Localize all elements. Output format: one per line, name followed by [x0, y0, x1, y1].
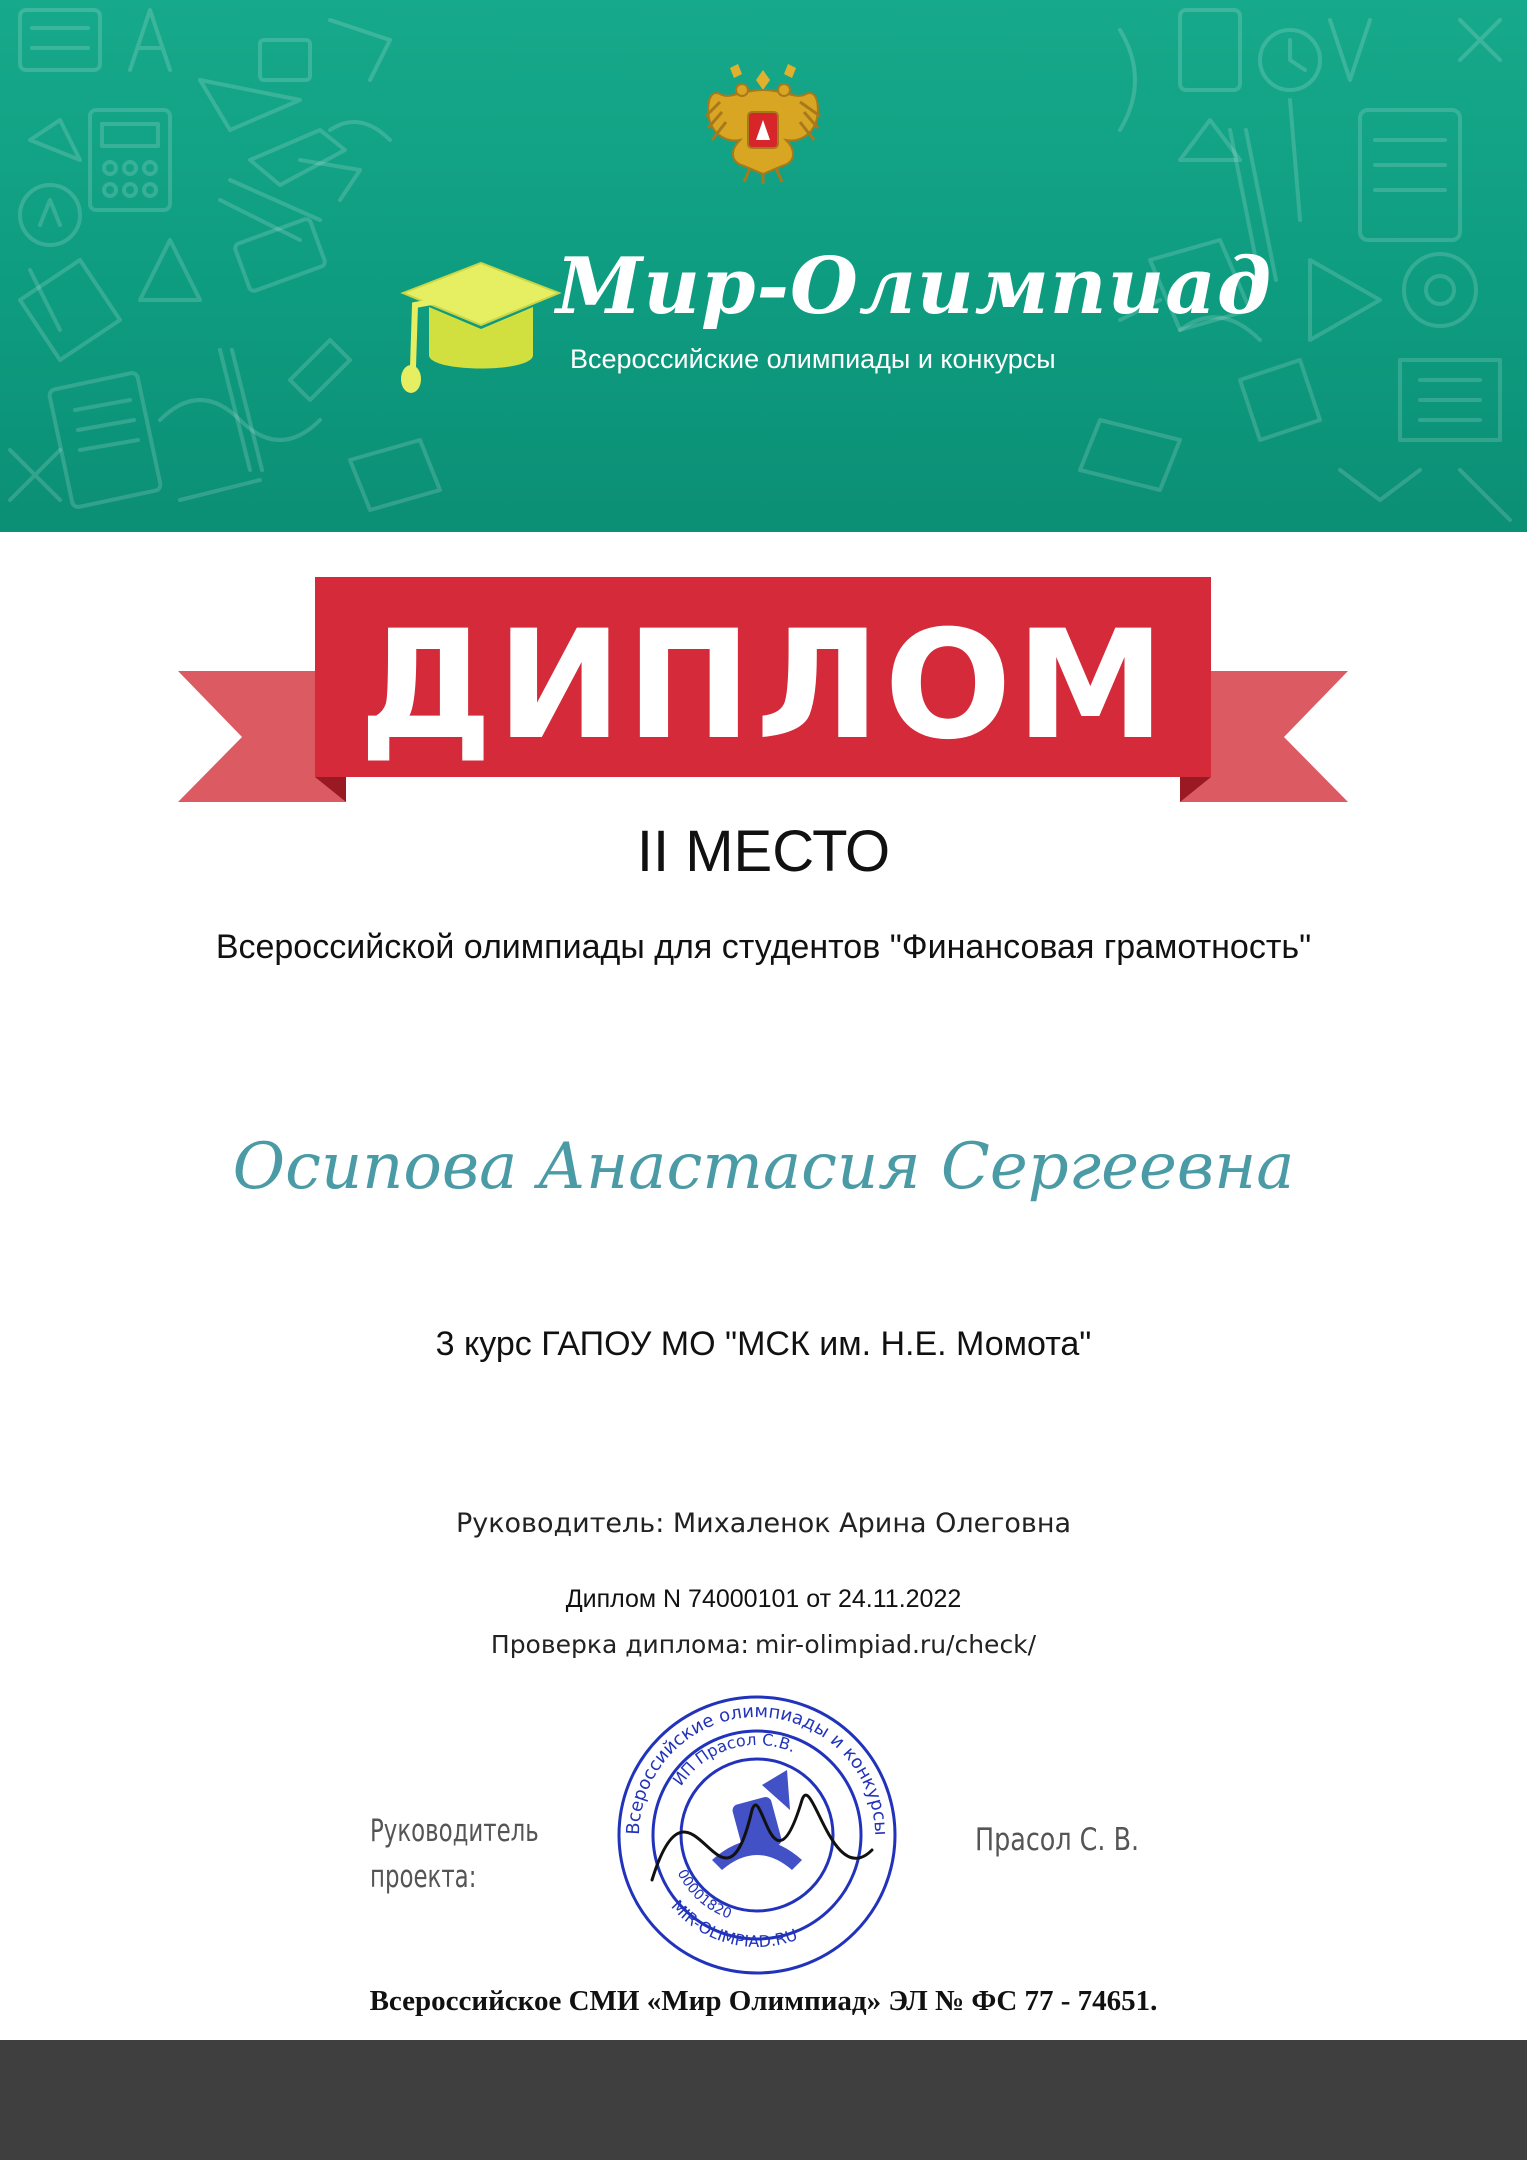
- header-banner: [0, 0, 1527, 532]
- stamp-outer-text: Всероссийские олимпиады и конкурсы: [622, 1700, 892, 1837]
- signature-label: Руководитель проекта:: [370, 1813, 539, 1895]
- verify-link[interactable]: mir-olimpiad.ru/check/: [754, 1630, 1037, 1659]
- olympiad-name: Всероссийской олимпиады для студентов "Финансовая грамотность": [215, 928, 1312, 966]
- supervisor-line: Руководитель: Михаленок Арина Олеговна: [455, 1508, 1072, 1539]
- place-title: II МЕСТО: [636, 819, 891, 884]
- stamp-inner-text: ИП Прасол С.В.: [668, 1729, 799, 1790]
- stamp-number: 00001820: [673, 1866, 734, 1923]
- signatory-name: Прасол С. В.: [975, 1822, 1140, 1858]
- verify-line: [0, 1630, 1527, 1659]
- stamp-site: MIR-OLIMPIAD.RU: [667, 1896, 800, 1952]
- diploma-heading: ДИПЛОМ: [358, 599, 1170, 773]
- logo-title: Мир-Олимпиад: [556, 241, 1273, 332]
- verify-label: Проверка диплома:: [490, 1630, 749, 1659]
- official-stamp: [612, 1690, 902, 1980]
- graduation-cap-icon: [393, 255, 563, 395]
- recipient-name: Осипова Анастасия Сергеевна: [232, 1130, 1295, 1204]
- media-registration: Всероссийское СМИ «Мир Олимпиад» ЭЛ № ФС 77 - 74651.: [369, 1985, 1158, 2017]
- svg-text:MIR-OLIMPIAD.RU: [668, 1896, 800, 1951]
- institution: 3 курс ГАПОУ МО "МСК им. Н.Е. Момота": [435, 1325, 1092, 1363]
- russia-coat-of-arms-icon: [700, 50, 826, 186]
- footer-bar: [0, 2040, 1527, 2160]
- logo-subtitle: Всероссийские олимпиады и конкурсы: [570, 344, 1056, 374]
- diploma-number: Диплом N 74000101 от 24.11.2022: [565, 1585, 962, 1613]
